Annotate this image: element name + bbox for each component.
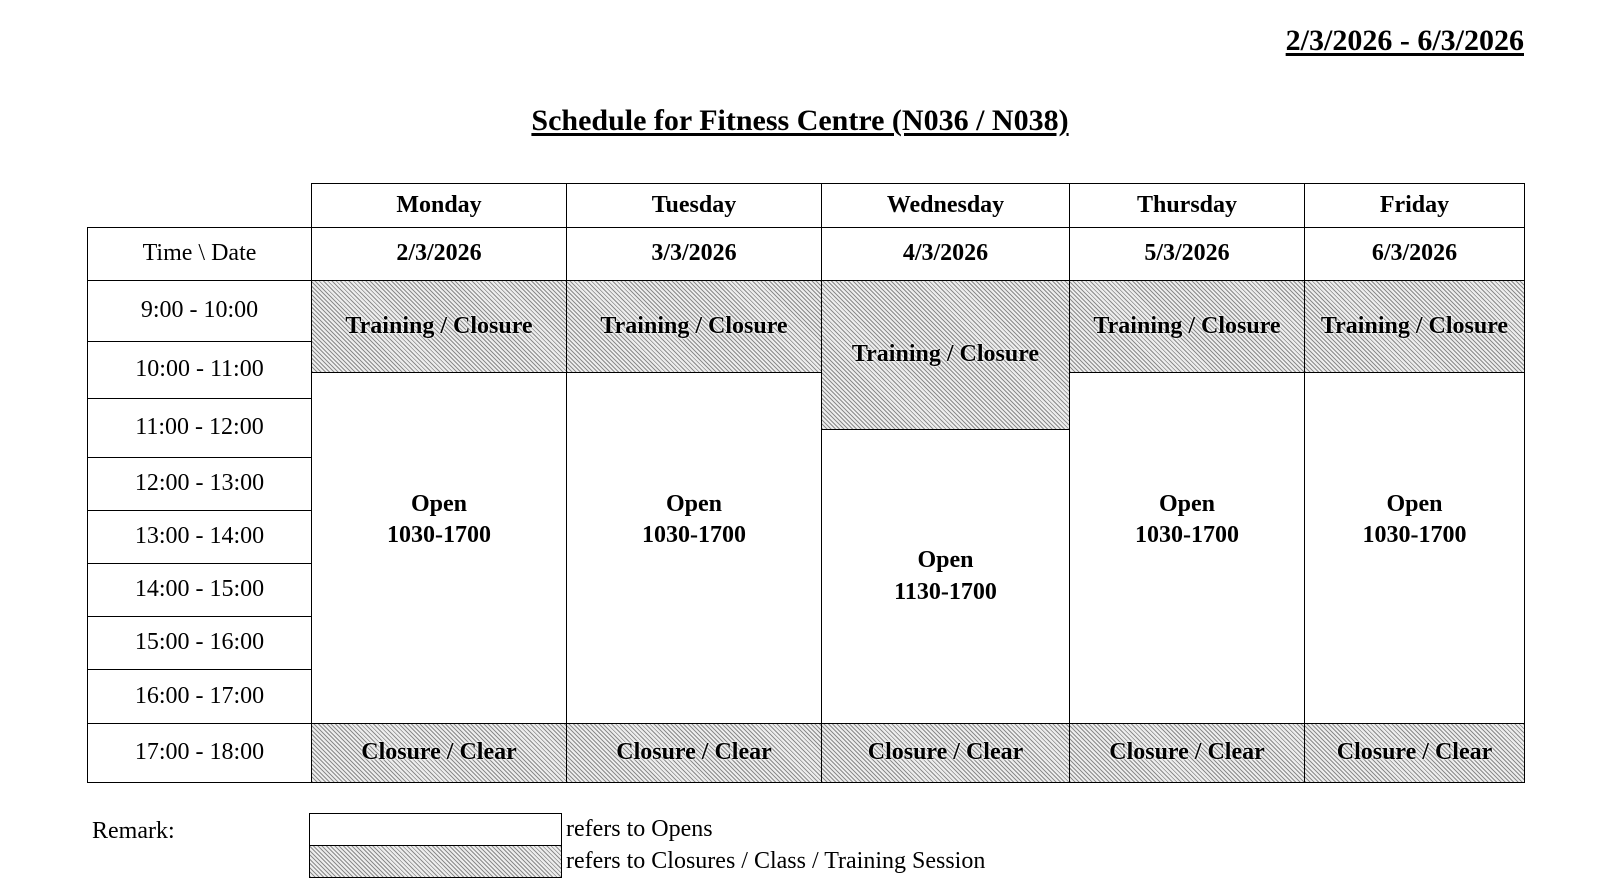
- closure-clear-tuesday: [566, 723, 822, 783]
- date-wednesday: 4/3/2026: [821, 227, 1070, 281]
- open-label: Open: [1158, 490, 1215, 517]
- time-slot: 17:00 - 18:00: [87, 723, 312, 783]
- training-closure-label: Training / Closure: [345, 312, 533, 339]
- closure-clear-wednesday: [821, 723, 1070, 783]
- date-range: 2/3/2026 - 6/3/2026: [1285, 24, 1524, 57]
- closure-clear-friday: [1304, 723, 1525, 783]
- header-day-thursday: Thursday: [1069, 183, 1305, 228]
- open-hours: 1030-1700: [1362, 522, 1467, 548]
- open-hours: 1030-1700: [1135, 522, 1239, 548]
- header-day-tuesday: Tuesday: [566, 183, 822, 228]
- time-slot: 12:00 - 13:00: [87, 457, 312, 511]
- time-slot: 13:00 - 14:00: [87, 510, 312, 564]
- training-closure-label: Training / Closure: [1093, 312, 1281, 339]
- legend-text-open: refers to Opens: [566, 816, 713, 842]
- training-closure-label: Training / Closure: [851, 341, 1040, 368]
- remark-label: Remark:: [92, 818, 175, 844]
- training-closure-wednesday: [821, 280, 1070, 430]
- closure-clear-label: Closure / Clear: [1336, 739, 1493, 766]
- training-closure-monday: [311, 280, 567, 373]
- open-label: Open: [917, 547, 974, 574]
- closure-clear-monday: [311, 723, 567, 783]
- open-hours: 1130-1700: [894, 578, 997, 605]
- time-slot: 14:00 - 15:00: [87, 563, 312, 617]
- open-label: Open: [410, 490, 467, 517]
- date-tuesday: 3/3/2026: [566, 227, 822, 281]
- training-closure-label: Training / Closure: [600, 312, 788, 339]
- date-friday: 6/3/2026: [1304, 227, 1525, 281]
- open-block-wednesday: [821, 429, 1070, 724]
- legend-text-closure: refers to Closures / Class / Training Session: [566, 848, 986, 874]
- open-hours: 1030-1700: [642, 522, 746, 548]
- time-slot: 16:00 - 17:00: [87, 669, 312, 724]
- time-slot: 11:00 - 12:00: [87, 398, 312, 458]
- training-closure-thursday: [1069, 280, 1305, 373]
- legend-swatch-closure: [309, 845, 562, 878]
- date-monday: 2/3/2026: [311, 227, 567, 281]
- header-day-wednesday: Wednesday: [821, 183, 1070, 228]
- training-closure-friday: [1304, 280, 1525, 373]
- time-slot: 10:00 - 11:00: [87, 341, 312, 399]
- time-slot: 9:00 - 10:00: [87, 280, 312, 342]
- closure-clear-label: Closure / Clear: [361, 739, 517, 766]
- open-block-tuesday: [566, 372, 822, 724]
- open-label: Open: [665, 490, 722, 517]
- open-label: Open: [1386, 490, 1443, 517]
- closure-clear-thursday: [1069, 723, 1305, 783]
- open-block-monday: [311, 372, 567, 724]
- closure-clear-label: Closure / Clear: [867, 739, 1024, 766]
- header-day-monday: Monday: [311, 183, 567, 228]
- training-closure-tuesday: [566, 280, 822, 373]
- open-hours: 1030-1700: [387, 522, 491, 548]
- schedule-table: [87, 183, 1525, 783]
- time-slot: 15:00 - 16:00: [87, 616, 312, 670]
- date-thursday: 5/3/2026: [1069, 227, 1305, 281]
- closure-clear-label: Closure / Clear: [1109, 739, 1265, 766]
- closure-clear-label: Closure / Clear: [616, 739, 772, 766]
- corner-label: Time \ Date: [87, 227, 312, 281]
- legend-swatch-open: [309, 813, 562, 846]
- page-title: Schedule for Fitness Centre (N036 / N038): [531, 104, 1069, 137]
- header-day-friday: Friday: [1304, 183, 1525, 228]
- training-closure-label: Training / Closure: [1320, 312, 1509, 339]
- open-block-thursday: [1069, 372, 1305, 724]
- open-block-friday: [1304, 372, 1525, 724]
